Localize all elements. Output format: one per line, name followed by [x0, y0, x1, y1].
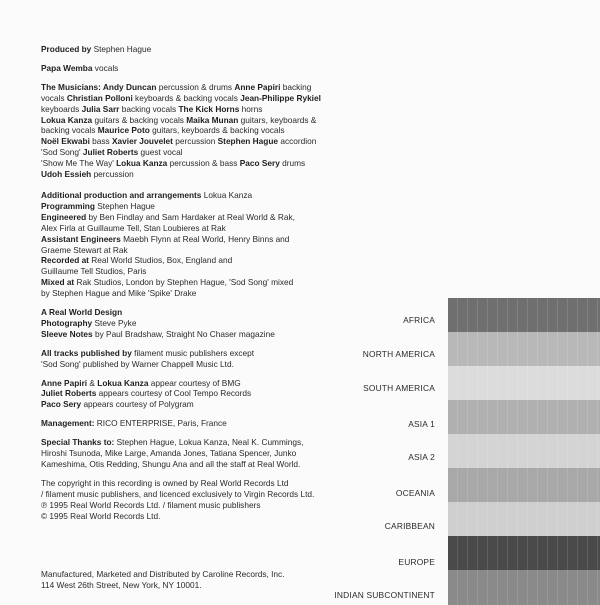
region-swatch — [448, 570, 600, 605]
credit-name: Noël Ekwabi — [41, 136, 90, 147]
credit-name: Maika Munan — [186, 114, 239, 125]
credit-name: Udoh Essieh — [41, 169, 92, 180]
credit-text: 'Show Me The Way' — [41, 158, 117, 169]
credit-name: Mixed at — [41, 277, 75, 288]
credit-name: Special Thanks to: — [41, 437, 115, 448]
credit-name: Juliet Roberts — [82, 147, 139, 158]
credit-name: Anne Papiri — [234, 81, 281, 92]
credit-name: Photography — [41, 317, 93, 328]
credit-text: 'Sod Song' published by Warner Chappell Music Ltd. — [41, 358, 234, 369]
credit-text: accordion — [278, 136, 317, 147]
credit-name: Maurice Poto — [97, 125, 150, 136]
credit-name: Programming — [41, 200, 95, 211]
credit-name: Paco Sery — [239, 158, 280, 169]
credit-text: Graeme Stewart at Rak — [41, 244, 128, 255]
region-label: EUROPE — [398, 557, 435, 567]
credit-text: / filament music publishers, and licenced exclusively to Virgin Records Ltd. — [41, 488, 315, 499]
credit-name: Management: — [41, 418, 95, 429]
credit-text: Stephen Hague, Lokua Kanza, Neal K. Cummings, — [114, 437, 304, 448]
region-label: CARIBBEAN — [384, 521, 435, 531]
credit-name: Xavier Jouvelet — [112, 136, 173, 147]
credit-text: percussion — [172, 136, 218, 147]
credit-text: 'Sod Song' — [41, 147, 83, 158]
credit-text: ℗ 1995 Real World Records Ltd. / filament music publishers — [41, 499, 261, 510]
region-label: ASIA 2 — [408, 452, 435, 462]
credit-name: Stephen Hague — [217, 136, 279, 147]
credit-text: Guillaume Tell Studios, Paris — [41, 266, 147, 277]
credit-name: Lokua Kanza — [97, 377, 149, 388]
credit-text: Stephen Hague — [91, 44, 152, 54]
credit-name: Lokua Kanza — [41, 114, 93, 125]
credit-text: guest vocal — [138, 147, 183, 158]
credit-name: Christian Polloni — [66, 92, 133, 103]
credit-text: by Stephen Hague and Mike 'Spike' Drake — [41, 288, 197, 299]
credit-text: Kameshima, Otis Redding, Shungu Ana and all the staff at Real World. — [41, 459, 301, 469]
credit-name: The Musicians: Andy Duncan — [41, 81, 157, 92]
credit-name: Paco Sery — [41, 399, 82, 410]
credit-text: & — [87, 377, 98, 388]
credit-text: appears courtesy of Polygram — [81, 399, 194, 410]
credit-name: Juliet Roberts — [41, 388, 97, 399]
region-label: INDIAN SUBCONTINENT — [334, 590, 435, 600]
credit-text: Rak Studios, London by Stephen Hague, 'Sod Song' mixed — [74, 277, 294, 288]
credit-text: guitars, keyboards & backing vocals — [149, 125, 285, 136]
region-label: AFRICA — [403, 315, 435, 325]
region-label: SOUTH AMERICA — [363, 383, 435, 393]
credit-name: Engineered — [41, 211, 87, 222]
credit-text: vocals — [41, 92, 67, 103]
region-label: NORTH AMERICA — [362, 349, 435, 359]
credit-text: Steve Pyke — [92, 317, 137, 328]
credit-text: keyboards & backing vocals — [132, 92, 241, 103]
credit-text: Maebh Flynn at Real World, Henry Binns and — [120, 233, 290, 244]
credit-name: Julia Sarr — [81, 103, 120, 114]
credit-text: RICO ENTERPRISE, Paris, France — [94, 418, 227, 429]
credit-text: © 1995 Real World Records Ltd. — [41, 510, 161, 521]
credit-text: vocals — [92, 62, 119, 73]
credit-text: Stephen Hague — [94, 200, 155, 211]
credit-name: Assistant Engineers — [41, 233, 121, 244]
manufacturer-address: 114 West 26th Street, New York, NY 10001. — [41, 580, 202, 590]
credit-text: by Paul Bradshaw, Straight No Chaser magazine — [92, 328, 275, 339]
credit-text: horns — [239, 103, 263, 114]
credit-name: Additional production and arrangements — [41, 189, 202, 200]
credit-text: Lokua Kanza — [201, 189, 253, 200]
credit-text: Real World Studios, Box, England and — [88, 255, 233, 266]
credit-name: Jean-Philippe Rykiel — [240, 92, 321, 103]
credit-text: percussion — [91, 169, 134, 180]
region-swatch — [448, 502, 600, 537]
region-swatch — [448, 468, 600, 503]
region-label: OCEANIA — [395, 488, 435, 498]
credit-text: backing — [280, 81, 312, 92]
credit-text: backing vocals — [41, 125, 98, 136]
credit-text: by Ben Findlay and Sam Hardaker at Real World & Rak, — [86, 211, 295, 222]
region-swatch — [448, 332, 600, 367]
credit-text: filament music publishers except — [131, 347, 255, 358]
credit-text: appears courtesy of Cool Tempo Records — [96, 388, 252, 399]
credit-text: bass — [89, 136, 113, 147]
credit-name: Produced by — [41, 44, 92, 54]
region-swatch-strip — [448, 298, 600, 604]
credit-text: Hiroshi Tsunoda, Mike Large, Amanda Jones, Tatiana Spencer, Junko — [41, 448, 297, 459]
credit-text: appear courtesy of BMG — [148, 377, 241, 388]
credit-name: A Real World Design — [41, 307, 123, 318]
credit-text: percussion & drums — [156, 81, 235, 92]
credit-name: Anne Papiri — [41, 377, 88, 388]
credit-text: The copyright in this recording is owned by Real World Records Ltd — [41, 477, 289, 488]
credit-text: guitars, keyboards & — [238, 114, 317, 125]
credit-name: Recorded at — [41, 255, 89, 266]
credit-name: Sleeve Notes — [41, 328, 93, 339]
region-swatch — [448, 366, 600, 401]
credit-name: All tracks published by — [41, 347, 132, 358]
credit-text: percussion & bass — [167, 158, 240, 169]
credit-text: keyboards — [41, 103, 82, 114]
region-swatch — [448, 536, 600, 571]
region-label: ASIA 1 — [408, 419, 435, 429]
credit-text: drums — [279, 158, 306, 169]
credit-text: guitars & backing vocals — [92, 114, 187, 125]
credit-name: Lokua Kanza — [116, 158, 168, 169]
region-swatch — [448, 400, 600, 435]
credit-text: Alex Firla at Guillaume Tell, Stan Loubieres at Rak — [41, 222, 226, 233]
manufacturer-line: Manufactured, Marketed and Distributed by Caroline Records, Inc. — [41, 569, 285, 579]
region-list — [300, 0, 435, 604]
credit-name: The Kick Horns — [178, 103, 240, 114]
region-swatch — [448, 434, 600, 469]
credit-name: Papa Wemba — [41, 62, 93, 73]
credit-text: backing vocals — [119, 103, 179, 114]
region-swatch — [448, 298, 600, 333]
